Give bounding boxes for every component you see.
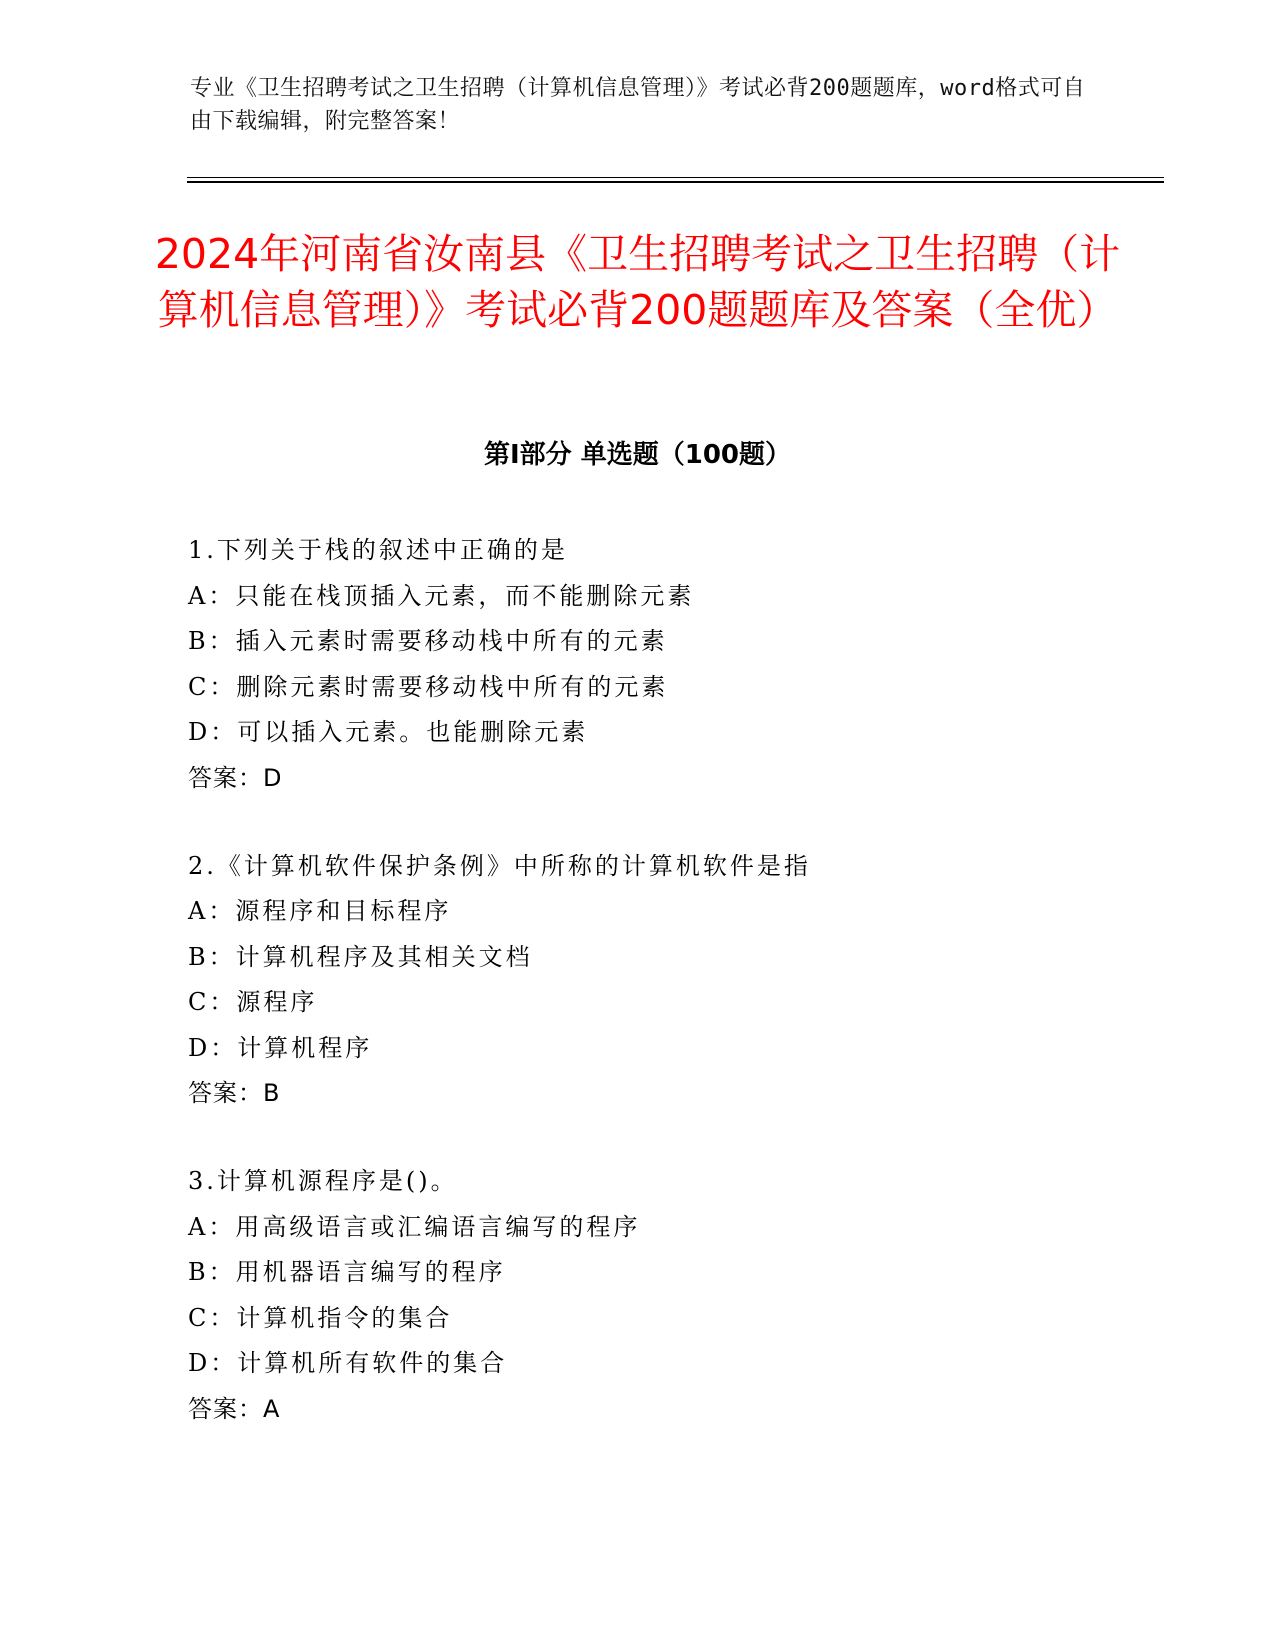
- option-c: C：删除元素时需要移动栈中所有的元素: [188, 672, 669, 701]
- section-heading: 第Ⅰ部分 单选题（100题）: [484, 440, 791, 470]
- option-a: A：只能在栈顶插入元素，而不能删除元素: [188, 581, 695, 610]
- question-item: [188, 528, 1148, 801]
- question-item: [188, 844, 1148, 1117]
- header-divider-thick: [187, 181, 1164, 183]
- option-d: D：计算机所有软件的集合: [188, 1349, 508, 1377]
- question-item: [188, 1159, 1148, 1432]
- option-a: A：源程序和目标程序: [188, 897, 452, 925]
- option-c: C：计算机指令的集合: [188, 1303, 453, 1332]
- question-answer: 答案：D: [188, 763, 283, 792]
- option-b: B：计算机程序及其相关文档: [188, 942, 533, 971]
- document-title: 2024年河南省汝南县《卫生招聘考试之卫生招聘（计算机信息管理）》考试必背200题题库及答案（全优）: [154, 230, 1121, 334]
- question-answer: 答案：B: [188, 1079, 281, 1107]
- option-d: D：可以插入元素。也能删除元素: [188, 718, 589, 746]
- question-list: [188, 528, 1148, 1475]
- question-stem: 1.下列关于栈的叙述中正确的是: [188, 536, 568, 564]
- question-stem: 3.计算机源程序是()。: [188, 1167, 458, 1195]
- option-c: C：源程序: [188, 988, 318, 1016]
- option-d: D：计算机程序: [188, 1033, 373, 1062]
- option-b: B：用机器语言编写的程序: [188, 1258, 506, 1286]
- option-a: A：用高级语言或汇编语言编写的程序: [188, 1212, 641, 1241]
- question-answer: 答案：A: [188, 1394, 281, 1423]
- question-stem: 2.《计算机软件保护条例》中所称的计算机软件是指: [188, 851, 811, 880]
- header-divider-thin: [187, 177, 1164, 178]
- option-b: B：插入元素时需要移动栈中所有的元素: [188, 627, 668, 655]
- header-note: 专业《卫生招聘考试之卫生招聘（计算机信息管理）》考试必背200题题库，word格式可自由下载编辑，附完整答案！: [190, 76, 1086, 134]
